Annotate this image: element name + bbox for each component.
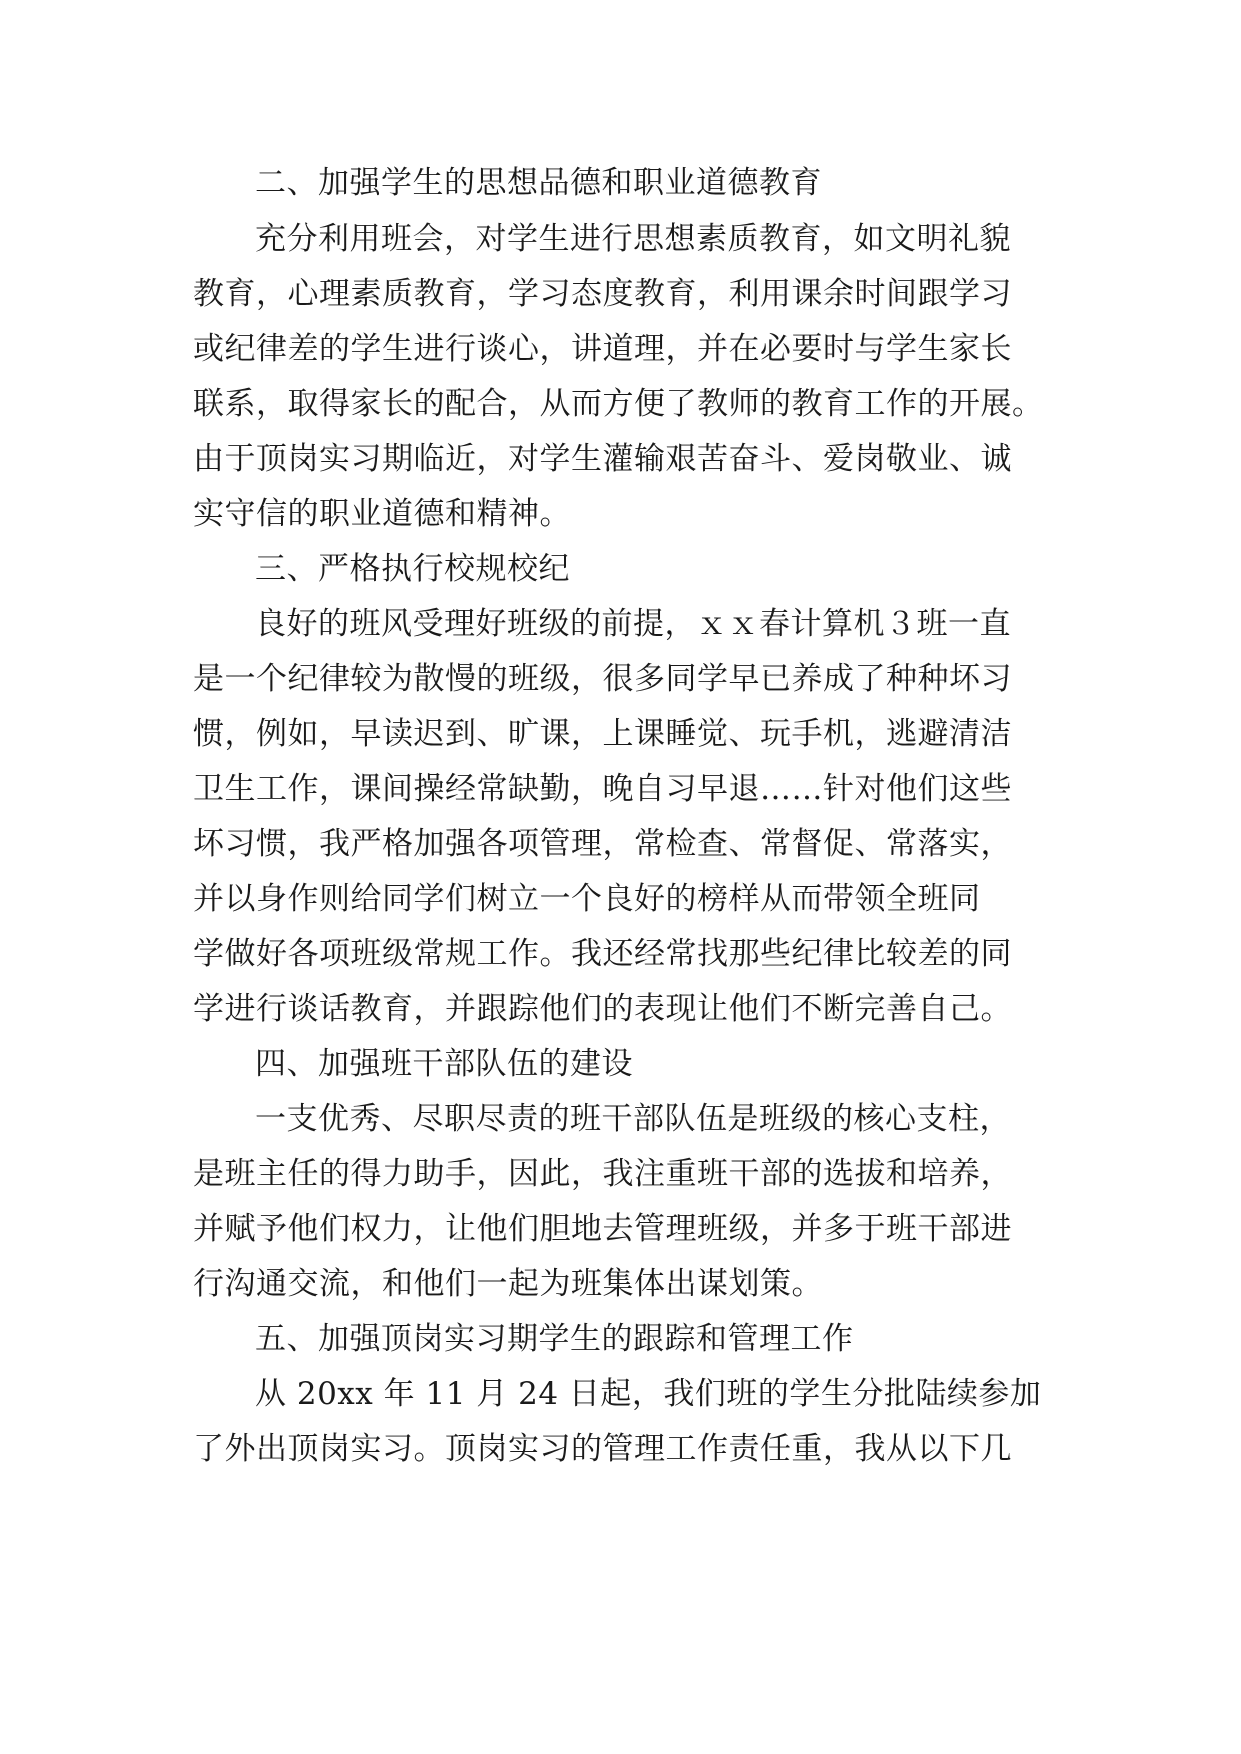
paragraph-line: 一支优秀、尽职尽责的班干部队伍是班级的核心支柱， (255, 1101, 1011, 1137)
section-heading-4: 四、加强班干部队伍的建设 (255, 1046, 633, 1082)
paragraph-line: 实守信的职业道德和精神。 (193, 496, 571, 532)
paragraph-line: 或纪律差的学生进行谈心，讲道理，并在必要时与学生家长 (193, 331, 1012, 367)
paragraph-line: 并以身作则给同学们树立一个良好的榜样从而带领全班同 (193, 881, 981, 917)
section-heading-5: 五、加强顶岗实习期学生的跟踪和管理工作 (255, 1321, 854, 1357)
paragraph-line: 坏习惯，我严格加强各项管理，常检查、常督促、常落实， (193, 826, 1012, 862)
section-heading-2: 二、加强学生的思想品德和职业道德教育 (255, 165, 822, 201)
section-heading-3: 三、严格执行校规校纪 (255, 551, 570, 587)
paragraph-line: 教育，心理素质教育，学习态度教育，利用课余时间跟学习 (193, 276, 1012, 312)
paragraph-line: 学做好各项班级常规工作。我还经常找那些纪律比较差的同 (193, 936, 1012, 972)
paragraph-line: 从 20xx 年 11 月 24 日起，我们班的学生分批陆续参加 (255, 1376, 1042, 1412)
paragraph-line: 学进行谈话教育，并跟踪他们的表现让他们不断完善自己。 (193, 991, 1012, 1027)
paragraph-line: 是班主任的得力助手，因此，我注重班干部的选拔和培养， (193, 1156, 1012, 1192)
paragraph-line: 行沟通交流，和他们一起为班集体出谋划策。 (193, 1266, 823, 1302)
paragraph-line: 联系，取得家长的配合，从而方便了教师的教育工作的开展。 (193, 386, 1044, 422)
paragraph-line: 卫生工作，课间操经常缺勤，晚自习早退……针对他们这些 (193, 771, 1012, 807)
paragraph-line: 由于顶岗实习期临近，对学生灌输艰苦奋斗、爱岗敬业、诚 (193, 441, 1012, 477)
paragraph-line: 是一个纪律较为散慢的班级，很多同学早已养成了种种坏习 (193, 661, 1012, 697)
paragraph-line: 并赋予他们权力，让他们胆地去管理班级，并多于班干部进 (193, 1211, 1012, 1247)
paragraph-line: 充分利用班会，对学生进行思想素质教育，如文明礼貌 (255, 221, 1011, 257)
paragraph-line: 良好的班风受理好班级的前提，ｘｘ春计算机３班一直 (255, 606, 1011, 642)
paragraph-line: 了外出顶岗实习。顶岗实习的管理工作责任重，我从以下几 (193, 1431, 1012, 1467)
paragraph-line: 惯，例如，早读迟到、旷课，上课睡觉、玩手机，逃避清洁 (193, 716, 1012, 752)
